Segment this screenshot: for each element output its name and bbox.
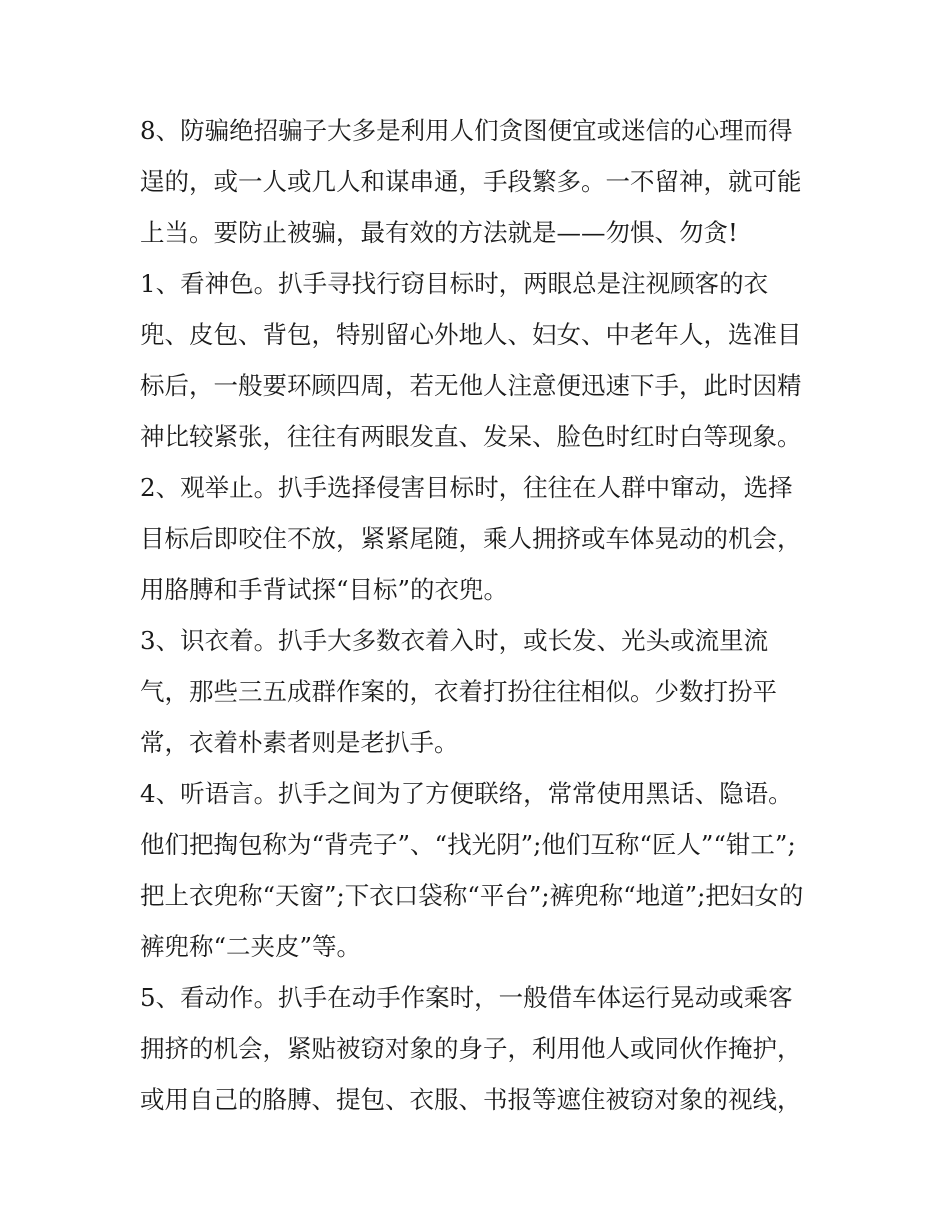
text-line: 上当。要防止被骗，最有效的方法就是——勿惧、勿贪! [140, 218, 738, 247]
body-text [140, 105, 830, 1125]
text-line: 目标后即咬住不放，紧紧尾随，乘人拥挤或车体晃动的机会， [140, 524, 802, 553]
text-line: 2、观举止。扒手选择侵害目标时，往往在人群中窜动，选择 [140, 473, 793, 502]
text-line: 常，衣着朴素者则是老扒手。 [140, 728, 459, 757]
text-line: 他们把掏包称为“背壳子”、“找光阴”;他们互称“匠人”“钳工”; [140, 830, 796, 859]
text-line: 或用自己的胳膊、提包、衣服、书报等遮住被窃对象的视线， [140, 1085, 802, 1114]
text-line: 4、听语言。扒手之间为了方便联络，常常使用黑话、隐语。 [140, 779, 793, 808]
text-line: 用胳膊和手背试探“目标”的衣兜。 [140, 575, 509, 604]
text-line: 裤兜称“二夹皮”等。 [140, 932, 362, 961]
text-line: 3、识衣着。扒手大多数衣着入时，或长发、光头或流里流 [140, 626, 769, 655]
text-line: 5、看动作。扒手在动手作案时，一般借车体运行晃动或乘客 [140, 983, 793, 1012]
text-line: 8、防骗绝招骗子大多是利用人们贪图便宜或迷信的心理而得 [140, 116, 793, 145]
text-line: 神比较紧张，往往有两眼发直、发呆、脸色时红时白等现象。 [140, 422, 802, 451]
text-line: 兜、皮包、背包，特别留心外地人、妇女、中老年人，选准目 [140, 320, 802, 349]
text-line: 逞的，或一人或几人和谋串通，手段繁多。一不留神，就可能 [140, 167, 802, 196]
text-line: 1、看神色。扒手寻找行窃目标时，两眼总是注视顾客的衣 [140, 269, 769, 298]
text-line: 拥挤的机会，紧贴被窃对象的身子，利用他人或同伙作掩护， [140, 1034, 802, 1063]
text-line: 气，那些三五成群作案的，衣着打扮往往相似。少数打扮平 [140, 677, 777, 706]
text-line: 把上衣兜称“天窗”;下衣口袋称“平台”;裤兜称“地道”;把妇女的 [140, 881, 804, 910]
text-line: 标后，一般要环顾四周，若无他人注意便迅速下手，此时因精 [140, 371, 802, 400]
